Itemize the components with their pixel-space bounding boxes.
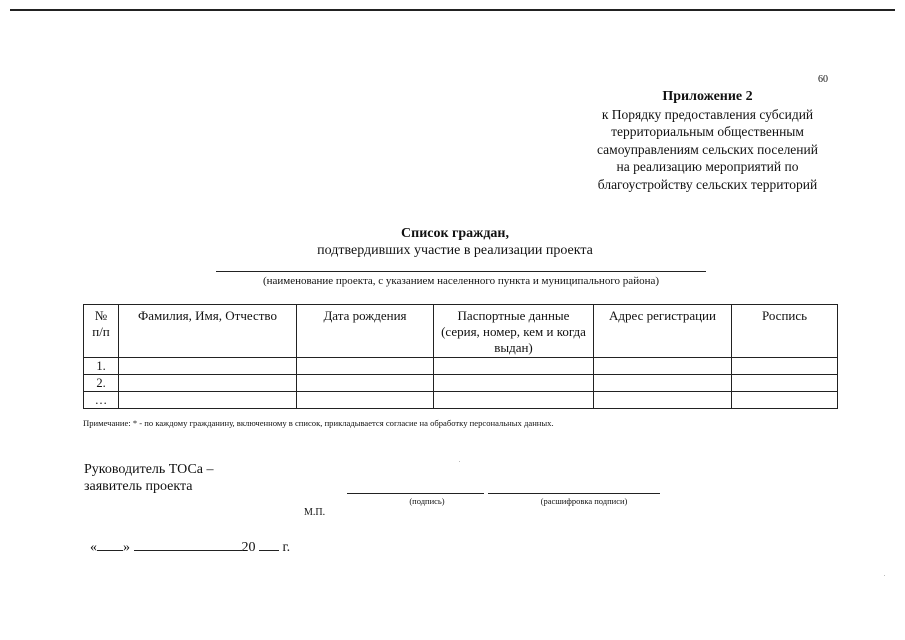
scan-speck <box>459 461 460 462</box>
scan-speck <box>884 575 885 576</box>
row-number: … <box>84 392 119 409</box>
header-number: № п/п <box>84 305 119 358</box>
table-row <box>84 358 838 375</box>
signature-caption: (подпись) <box>409 496 445 506</box>
document-title <box>210 225 700 259</box>
decoding-caption: (расшифровка подписи) <box>540 496 628 506</box>
cell-full-name[interactable] <box>119 392 297 409</box>
title-main: Список граждан, <box>401 226 509 241</box>
signer-line: Руководитель ТОСа – <box>84 462 214 477</box>
date-month-blank[interactable] <box>134 537 242 551</box>
appendix-line: благоустройству сельских территорий <box>597 176 818 192</box>
signature-line[interactable] <box>347 493 484 494</box>
header-address: Адрес регистрации <box>594 305 732 358</box>
cell-signature[interactable] <box>732 358 838 375</box>
cell-full-name[interactable] <box>119 358 297 375</box>
row-number: 2. <box>84 375 119 392</box>
appendix-line: на реализацию мероприятий по <box>616 159 799 174</box>
cell-birth-date[interactable] <box>297 392 434 409</box>
citizens-table <box>83 304 838 409</box>
date-year-suffix: г. <box>282 540 291 555</box>
page-number: 60 <box>818 74 828 85</box>
date-line <box>90 537 290 556</box>
appendix-line: территориальным общественным <box>611 124 804 139</box>
signature-decoding-line[interactable] <box>488 493 660 494</box>
cell-passport[interactable] <box>434 392 594 409</box>
cell-birth-date[interactable] <box>297 358 434 375</box>
header-passport: Паспортные данные (серия, номер, кем и когда выдан) <box>434 305 594 358</box>
appendix-line: к Порядку предоставления субсидий <box>601 106 814 122</box>
table-header-row <box>84 305 838 358</box>
row-number: 1. <box>84 358 119 375</box>
project-name-line <box>216 271 706 272</box>
title-sub: подтвердивших участие в реализации проекта <box>317 243 593 258</box>
appendix-line: самоуправлениям сельских поселений <box>597 141 818 157</box>
cell-address[interactable] <box>594 375 732 392</box>
cell-full-name[interactable] <box>119 375 297 392</box>
appendix-block <box>560 88 855 193</box>
table-row <box>84 392 838 409</box>
date-close-quote: » <box>123 540 130 555</box>
stamp-mark: М.П. <box>304 507 326 518</box>
table-row <box>84 375 838 392</box>
top-border-line <box>10 9 895 11</box>
signer-label <box>84 461 214 495</box>
cell-birth-date[interactable] <box>297 375 434 392</box>
project-name-caption: (наименование проекта, с указанием населенного пункта и муниципального района) <box>262 275 660 287</box>
header-birth-date: Дата рождения <box>297 305 434 358</box>
date-open-quote: « <box>90 540 97 555</box>
cell-signature[interactable] <box>732 392 838 409</box>
header-full-name: Фамилия, Имя, Отчество <box>119 305 297 358</box>
date-day-blank[interactable] <box>97 537 123 551</box>
appendix-title: Приложение 2 <box>662 89 753 104</box>
signer-line: заявитель проекта <box>84 479 193 494</box>
header-signature: Роспись <box>732 305 838 358</box>
cell-passport[interactable] <box>434 358 594 375</box>
cell-passport[interactable] <box>434 375 594 392</box>
cell-address[interactable] <box>594 392 732 409</box>
cell-address[interactable] <box>594 358 732 375</box>
date-year-blank[interactable] <box>259 537 279 551</box>
cell-signature[interactable] <box>732 375 838 392</box>
footnote: Примечание: * - по каждому гражданину, включенному в список, прикладывается согласие на обработку персональных данных. <box>83 418 554 428</box>
date-century: 20 <box>241 540 256 555</box>
